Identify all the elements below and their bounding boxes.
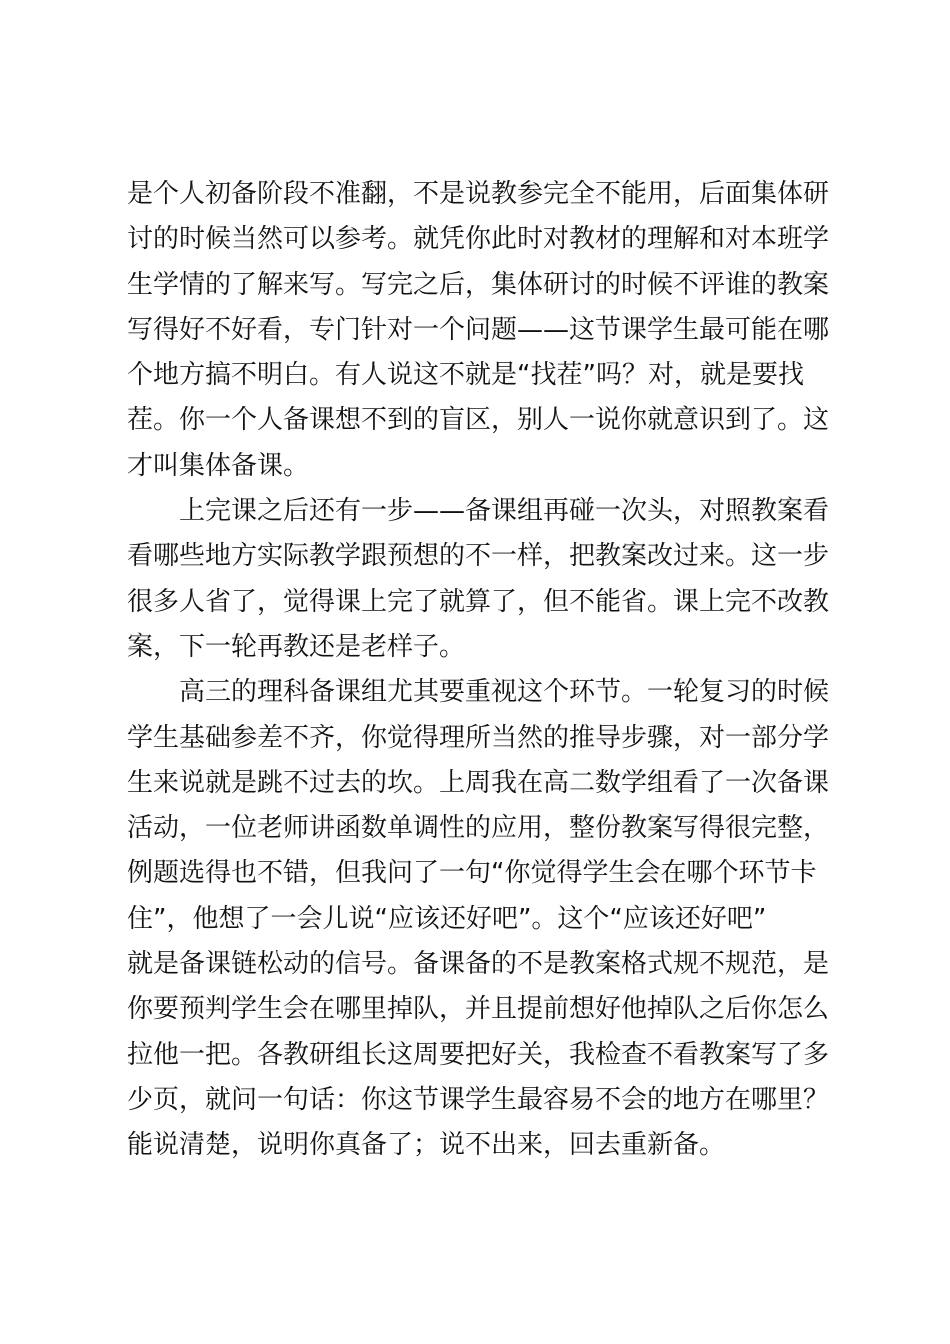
paragraph-line: 住”，他想了一会儿说“应该还好吧”。这个“应该还好吧” — [127, 903, 767, 934]
paragraph-line: 你要预判学生会在哪里掉队，并且提前想好他掉队之后你怎么 — [127, 994, 830, 1025]
paragraph-2 — [127, 489, 833, 670]
paragraph-line: 生学情的了解来写。写完之后，集体研讨的时候不评谁的教案 — [127, 269, 830, 300]
paragraph-line: 个地方搞不明白。有人说这不就是“找茬”吗？对，就是要找 — [127, 360, 804, 391]
document-body — [127, 172, 833, 1169]
paragraph-line: 上完课之后还有一步——备课组再碰一次头，对照教案看 — [179, 496, 830, 527]
paragraph-line: 案，下一轮再教还是老样子。 — [127, 631, 466, 662]
paragraph-line: 茬。你一个人备课想不到的盲区，别人一说你就意识到了。这 — [127, 405, 830, 436]
paragraph-line: 是个人初备阶段不准翻，不是说教参完全不能用，后面集体研 — [127, 179, 830, 209]
paragraph-line: 例题选得也不错，但我问了一句“你觉得学生会在哪个环节卡 — [127, 858, 817, 889]
paragraph-line: 能说清楚，说明你真备了；说不出来，回去重新备。 — [127, 1130, 726, 1161]
paragraph-line: 才叫集体备课。 — [127, 450, 310, 481]
paragraph-line: 写得好不好看，专门针对一个问题——这节课学生最可能在哪 — [127, 314, 830, 345]
paragraph-line: 看哪些地方实际教学跟预想的不一样，把教案改过来。这一步 — [127, 541, 830, 572]
paragraph-line: 高三的理科备课组尤其要重视这个环节。一轮复习的时候 — [179, 677, 830, 708]
paragraph-line: 学生基础参差不齐，你觉得理所当然的推导步骤，对一部分学 — [127, 722, 830, 753]
paragraph-line: 就是备课链松动的信号。备课备的不是教案格式规不规范，是 — [127, 949, 830, 980]
paragraph-line: 生来说就是跳不过去的坎。上周我在高二数学组看了一次备课 — [127, 767, 830, 798]
paragraph-line: 活动，一位老师讲函数单调性的应用，整份教案写得很完整， — [127, 813, 830, 844]
paragraph-line: 讨的时候当然可以参考。就凭你此时对教材的理解和对本班学 — [127, 224, 830, 255]
paragraph-3 — [127, 670, 833, 1168]
paragraph-1 — [127, 172, 833, 489]
paragraph-line: 拉他一把。各教研组长这周要把好关，我检查不看教案写了多 — [127, 1039, 830, 1070]
paragraph-line: 少页，就问一句话：你这节课学生最容易不会的地方在哪里？ — [127, 1084, 830, 1115]
paragraph-line: 很多人省了，觉得课上完了就算了，但不能省。课上完不改教 — [127, 586, 830, 617]
